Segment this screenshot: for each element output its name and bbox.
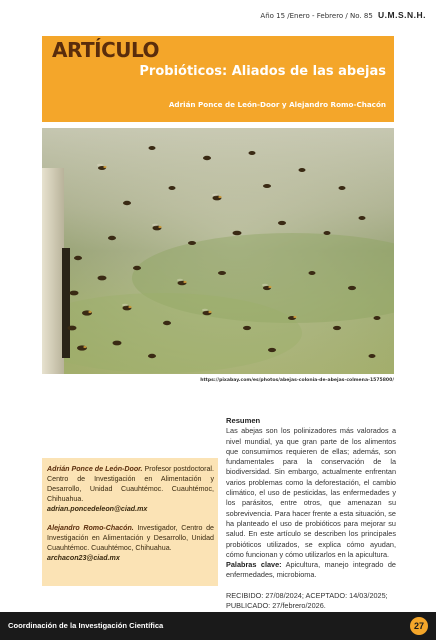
issue-info: Año 15 /Enero - Febrero / No. 85 <box>260 12 373 20</box>
author-2-bio: Investigador, Centro de Investigación en Alimentación y Desarrollo, Unidad Cuauhtémoc. Cuauhtémoc, Chihuahua. <box>47 524 214 552</box>
page-footer <box>0 612 436 640</box>
bees-illustration <box>42 128 394 374</box>
author-1-bio: Profesor postdoctoral. Centro de Investigación en Alimentación y Desarrollo, Unidad Cuauhtémoc. Cuauhtémoc, Chihuahua. <box>47 465 214 503</box>
article-banner <box>42 36 394 122</box>
received-accepted: RECIBIDO: 27/08/2024; ACEPTADO: 14/03/2025; <box>226 590 388 600</box>
author-1 <box>47 464 214 514</box>
author-2-name: Alejandro Romo-Chacón. <box>47 524 134 532</box>
publication-dates <box>226 591 396 612</box>
issue-line <box>260 10 426 20</box>
article-title: Probióticos: Aliados de las abejas <box>139 64 386 79</box>
author-info-box <box>42 458 218 586</box>
section-label: ARTÍCULO <box>52 38 160 62</box>
hive-board <box>42 168 64 374</box>
page-number: 27 <box>410 617 428 635</box>
footer-text: Coordinación de la Investigación Científica <box>8 621 164 630</box>
bees-photo <box>42 128 394 374</box>
institution-name: U.M.S.N.H. <box>378 10 426 20</box>
article-authors: Adrián Ponce de León-Door y Alejandro Romo-Chacón <box>168 100 386 109</box>
abstract-body: Las abejas son los polinizadores más valorados a nivel mundial, ya que gran parte de los alimentos que consumimos requieren de ellas; además, son fundamentales para la conservación de la biodiversidad. Sin embargo, actualmente enfrentan varios problemas como la deforestación, el cambio climático, el uso de pesticidas, las enfermedades y los parásitos, entre otros, que amenazan su sobrevivencia. Para hacer frente a esta situación, se ha planteado el uso de probióticos para mejorar su salud. En este artículo se describen los principales probióticos utilizados, se explica cómo ayudan, cómo funcionan y cómo utilizarlos en la apicultura. <box>226 426 396 559</box>
published-date: PUBLICADO: 27/febrero/2026. <box>226 601 326 611</box>
photo-credit: https://pixabay.com/es/photos/abejas-colonia-de-abejas-colmena-1575800/ <box>200 378 394 383</box>
author-2-email[interactable]: archacon23@ciad.mx <box>47 554 120 562</box>
author-1-email[interactable]: adrian.poncedeleon@ciad.mx <box>47 505 148 513</box>
abstract-section <box>226 416 396 611</box>
author-1-name: Adrián Ponce de León-Door. <box>47 465 143 473</box>
keywords <box>226 560 396 581</box>
keywords-label: Palabras clave: <box>226 560 282 570</box>
abstract-heading: Resumen <box>226 416 261 425</box>
author-2 <box>47 523 214 563</box>
keywords-list: Apicultura, manejo integrado de enfermedades, microbioma. <box>226 560 396 580</box>
